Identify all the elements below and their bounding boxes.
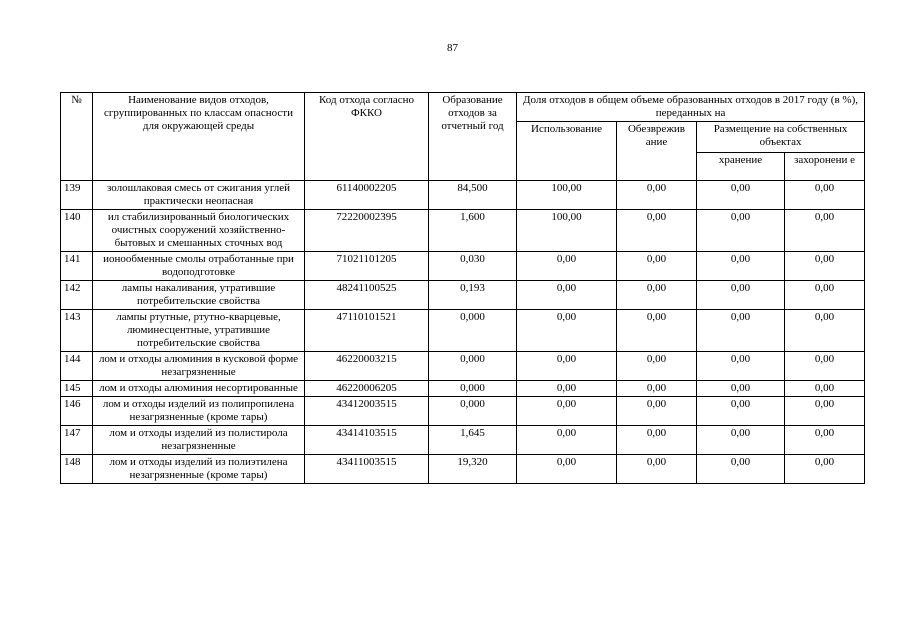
table-row	[61, 352, 865, 381]
cell-use: 0,00	[517, 426, 617, 455]
cell-name: лом и отходы изделий из полипропилена незагрязненные (кроме тары)	[93, 397, 305, 426]
cell-formed: 1,645	[429, 426, 517, 455]
cell-name: лом и отходы изделий из полистирола незагрязненные	[93, 426, 305, 455]
header-name: Наименование видов отходов, сгруппированных по классам опасности для окружающей среды	[93, 93, 305, 181]
cell-burial: 0,00	[785, 310, 865, 352]
cell-burial: 0,00	[785, 455, 865, 484]
cell-code: 43412003515	[305, 397, 429, 426]
cell-no: 145	[61, 381, 93, 397]
header-code: Код отхода согласно ФККО	[305, 93, 429, 181]
header-placement: Размещение на собственных объектах	[697, 122, 865, 153]
cell-name: золошлаковая смесь от сжигания углей практически неопасная	[93, 181, 305, 210]
header-use: Использование	[517, 122, 617, 181]
cell-use: 0,00	[517, 281, 617, 310]
cell-no: 140	[61, 210, 93, 252]
cell-no: 148	[61, 455, 93, 484]
waste-table	[60, 92, 865, 484]
table-header	[61, 93, 865, 181]
cell-no: 139	[61, 181, 93, 210]
cell-neutral: 0,00	[617, 210, 697, 252]
cell-neutral: 0,00	[617, 455, 697, 484]
cell-burial: 0,00	[785, 281, 865, 310]
cell-name: лом и отходы алюминия в кусковой форме незагрязненные	[93, 352, 305, 381]
cell-use: 0,00	[517, 455, 617, 484]
cell-formed: 0,000	[429, 352, 517, 381]
cell-use: 0,00	[517, 352, 617, 381]
cell-formed: 0,000	[429, 310, 517, 352]
table-row	[61, 455, 865, 484]
table-row	[61, 281, 865, 310]
cell-code: 71021101205	[305, 252, 429, 281]
cell-use: 0,00	[517, 252, 617, 281]
cell-burial: 0,00	[785, 352, 865, 381]
cell-code: 48241100525	[305, 281, 429, 310]
cell-neutral: 0,00	[617, 181, 697, 210]
cell-code: 61140002205	[305, 181, 429, 210]
cell-formed: 1,600	[429, 210, 517, 252]
cell-formed: 0,000	[429, 397, 517, 426]
cell-storage: 0,00	[697, 381, 785, 397]
cell-use: 0,00	[517, 310, 617, 352]
table-row	[61, 397, 865, 426]
cell-neutral: 0,00	[617, 281, 697, 310]
table-row	[61, 181, 865, 210]
cell-burial: 0,00	[785, 181, 865, 210]
cell-neutral: 0,00	[617, 426, 697, 455]
cell-code: 43414103515	[305, 426, 429, 455]
cell-name: ил стабилизированный биологических очистных сооружений хозяйственно-бытовых и смешанных сточных вод	[93, 210, 305, 252]
cell-formed: 19,320	[429, 455, 517, 484]
cell-no: 146	[61, 397, 93, 426]
cell-use: 0,00	[517, 381, 617, 397]
cell-no: 142	[61, 281, 93, 310]
cell-code: 72220002395	[305, 210, 429, 252]
table-row	[61, 252, 865, 281]
cell-no: 141	[61, 252, 93, 281]
header-storage: хранение	[697, 153, 785, 181]
cell-burial: 0,00	[785, 397, 865, 426]
header-formed: Образование отходов за отчетный год	[429, 93, 517, 181]
cell-neutral: 0,00	[617, 397, 697, 426]
cell-code: 46220003215	[305, 352, 429, 381]
cell-use: 100,00	[517, 210, 617, 252]
table-row	[61, 381, 865, 397]
cell-burial: 0,00	[785, 210, 865, 252]
header-no: №	[61, 93, 93, 181]
cell-code: 43411003515	[305, 455, 429, 484]
cell-use: 100,00	[517, 181, 617, 210]
cell-storage: 0,00	[697, 426, 785, 455]
cell-no: 144	[61, 352, 93, 381]
cell-formed: 0,000	[429, 381, 517, 397]
cell-use: 0,00	[517, 397, 617, 426]
header-share: Доля отходов в общем объеме образованных отходов в 2017 году (в %), переданных на	[517, 93, 865, 122]
page-number: 87	[447, 42, 458, 54]
cell-storage: 0,00	[697, 455, 785, 484]
cell-storage: 0,00	[697, 310, 785, 352]
cell-storage: 0,00	[697, 352, 785, 381]
cell-formed: 84,500	[429, 181, 517, 210]
cell-burial: 0,00	[785, 381, 865, 397]
table-body	[61, 181, 865, 484]
cell-formed: 0,193	[429, 281, 517, 310]
cell-burial: 0,00	[785, 426, 865, 455]
table-row	[61, 210, 865, 252]
cell-storage: 0,00	[697, 252, 785, 281]
cell-no: 147	[61, 426, 93, 455]
cell-storage: 0,00	[697, 210, 785, 252]
cell-storage: 0,00	[697, 181, 785, 210]
cell-storage: 0,00	[697, 397, 785, 426]
cell-neutral: 0,00	[617, 252, 697, 281]
cell-neutral: 0,00	[617, 352, 697, 381]
header-burial: захоронени е	[785, 153, 865, 181]
cell-name: лом и отходы изделий из полиэтилена незагрязненные (кроме тары)	[93, 455, 305, 484]
table-row	[61, 426, 865, 455]
header-neutral: Обезврежив ание	[617, 122, 697, 181]
cell-burial: 0,00	[785, 252, 865, 281]
cell-code: 46220006205	[305, 381, 429, 397]
cell-name: лом и отходы алюминия несортированные	[93, 381, 305, 397]
cell-name: лампы накаливания, утратившие потребительские свойства	[93, 281, 305, 310]
cell-name: лампы ртутные, ртутно-кварцевые, люминесцентные, утратившие потребительские свойства	[93, 310, 305, 352]
cell-code: 47110101521	[305, 310, 429, 352]
table-row	[61, 310, 865, 352]
cell-no: 143	[61, 310, 93, 352]
cell-neutral: 0,00	[617, 381, 697, 397]
cell-neutral: 0,00	[617, 310, 697, 352]
cell-formed: 0,030	[429, 252, 517, 281]
cell-name: ионообменные смолы отработанные при водоподготовке	[93, 252, 305, 281]
cell-storage: 0,00	[697, 281, 785, 310]
